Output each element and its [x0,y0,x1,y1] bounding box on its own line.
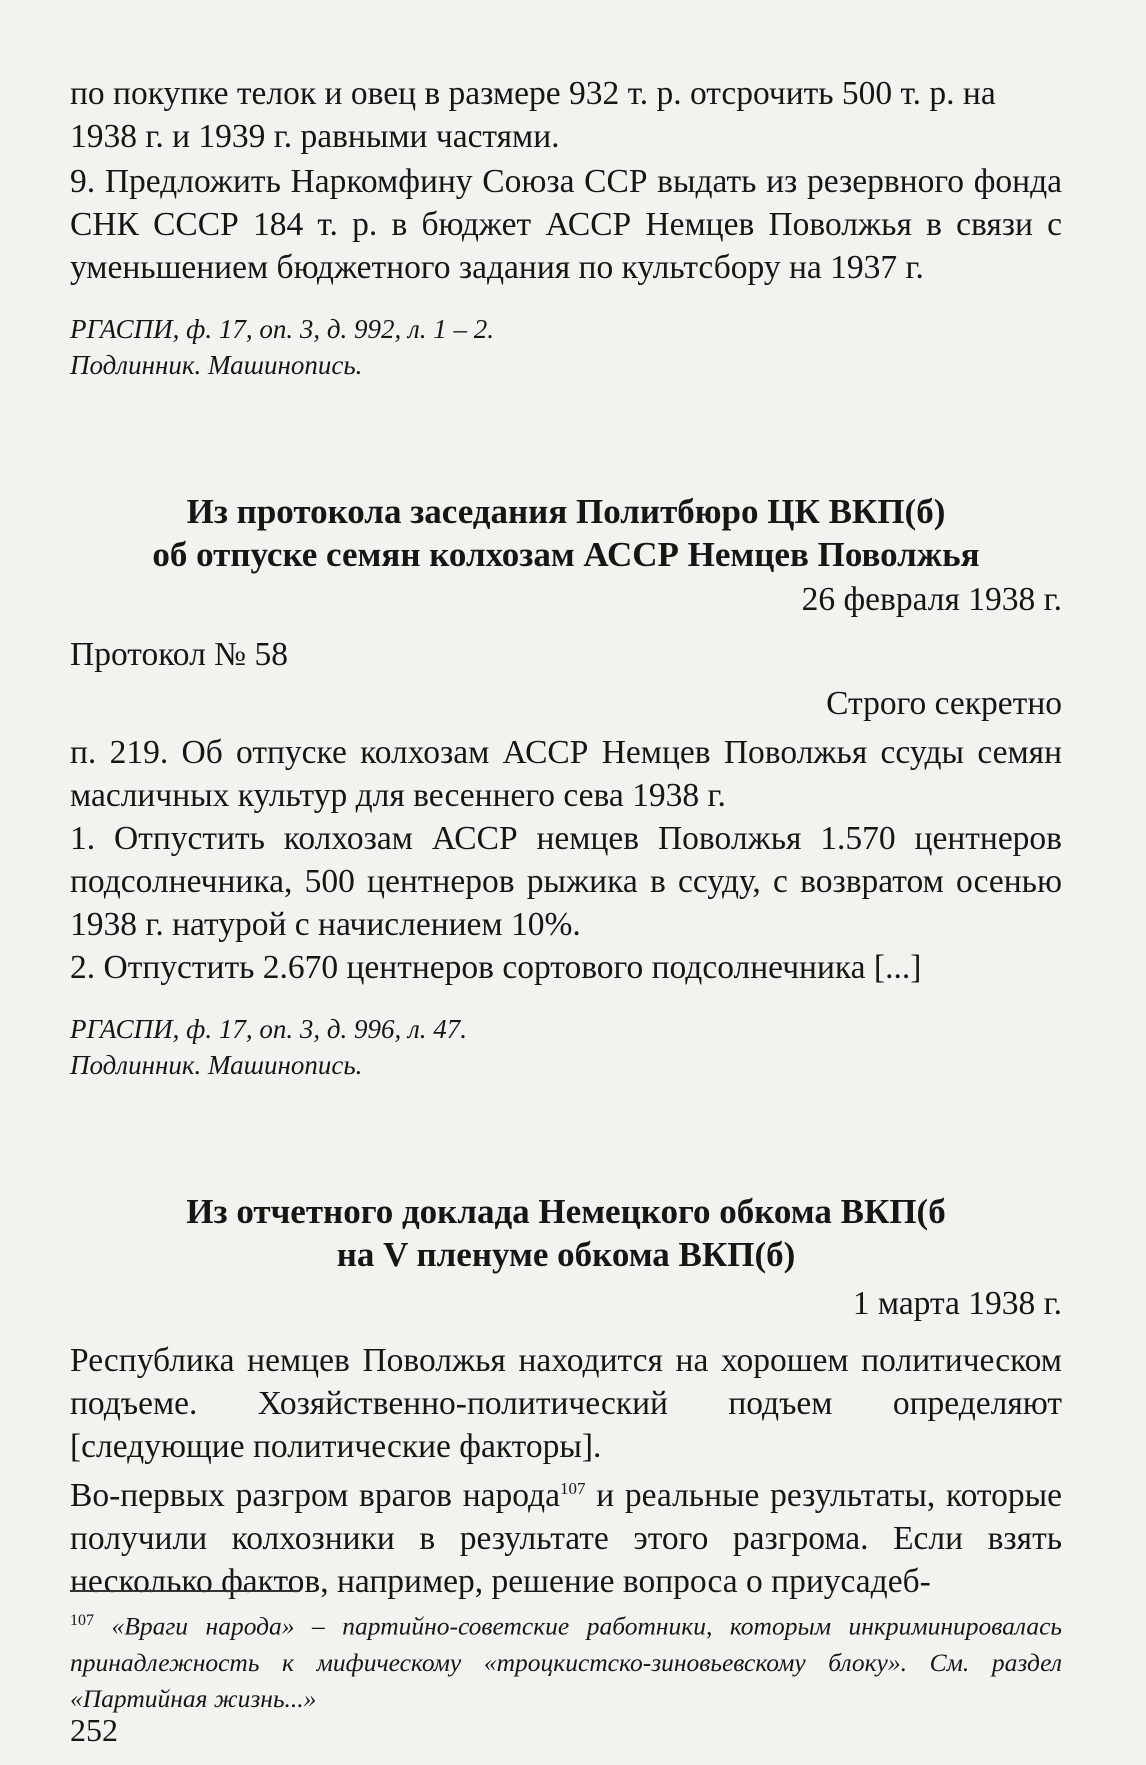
document-date: 1 марта 1938 г. [852,1285,1062,1322]
page-number: 252 [70,1712,118,1748]
paragraph-text: Во-первых разгром врагов народа [70,1477,560,1514]
archive-source: РГАСПИ, ф. 17, оп. 3, д. 996, л. 47. [70,1014,467,1044]
text-line: по покупке телок и овец в размере 932 т. р. отсрочить 500 т. р. на [70,75,996,112]
text-line: 1938 г. и 1939 г. равными частями. [70,118,560,155]
continuation-block [70,72,1062,383]
document-politburo-protocol [70,490,1062,1083]
original-note: Подлинник. Машинопись. [70,1050,363,1080]
paragraph-9: 9. Предложить Наркомфину Союза ССР выдать из резервного фонда СНК СССР 184 т. р. в бюджет АССР Немцев Поволжья в связи с уменьшением бюджетного задания по культсбору на 1937 г. [70,163,1062,286]
paragraph [70,1474,1062,1603]
footnote-number: 107 [70,1612,94,1629]
point-2: 2. Отпустить 2.670 центнеров сортового подсолнечника [...] [70,949,922,986]
document-title-line: Из протокола заседания Политбюро ЦК ВКП(б) [186,492,946,531]
document-title-line: Из отчетного доклада Немецкого обкома ВКП(б [186,1192,946,1231]
point-1: 1. Отпустить колхозам АССР немцев Поволжья 1.570 центнеров подсолнечника, 500 центнеров рыжика в ссуду, с возвратом осенью 1938 г. натурой с начислением 10%. [70,820,1062,943]
document-date: 26 февраля 1938 г. [801,581,1062,618]
paragraph: Республика немцев Поволжья находится на хорошем политическом подъеме. Хозяйственно-политический подъем определяют [следующие политические факторы]. [70,1342,1062,1465]
document-title-line: об отпуске семян колхозам АССР Немцев Поволжья [152,535,980,574]
footnote-ref: 107 [559,1478,586,1498]
archive-source: РГАСПИ, ф. 17, оп. 3, д. 992, л. 1 – 2. [70,314,494,344]
protocol-number: Протокол № 58 [70,636,289,673]
classification-label: Строго секретно [826,685,1062,722]
footnote-text [70,1603,1062,1717]
item-219: п. 219. Об отпуске колхозам АССР Немцев Поволжья ссуды семян масличных культур для весеннего сева 1938 г. [70,734,1062,814]
footnote [70,1603,1062,1717]
original-note: Подлинник. Машинопись. [70,350,363,380]
footnote-divider [70,1590,300,1592]
document-title-line: на V пленуме обкома ВКП(б) [336,1235,796,1274]
paragraph-text: и реальные результаты, которые получили колхозники в результате этого разгрома. Если взять несколько фактов, например, решение вопроса о приусадеб- [70,1477,1062,1600]
document-obkom-report [70,1190,1062,1603]
footnote-body: «Враги народа» – партийно-советские работники, которым инкриминировалась принадлежность к мифическому «троцкистско-зиновьевскому блоку». См. раздел «Партийная жизнь...» [70,1611,1063,1713]
